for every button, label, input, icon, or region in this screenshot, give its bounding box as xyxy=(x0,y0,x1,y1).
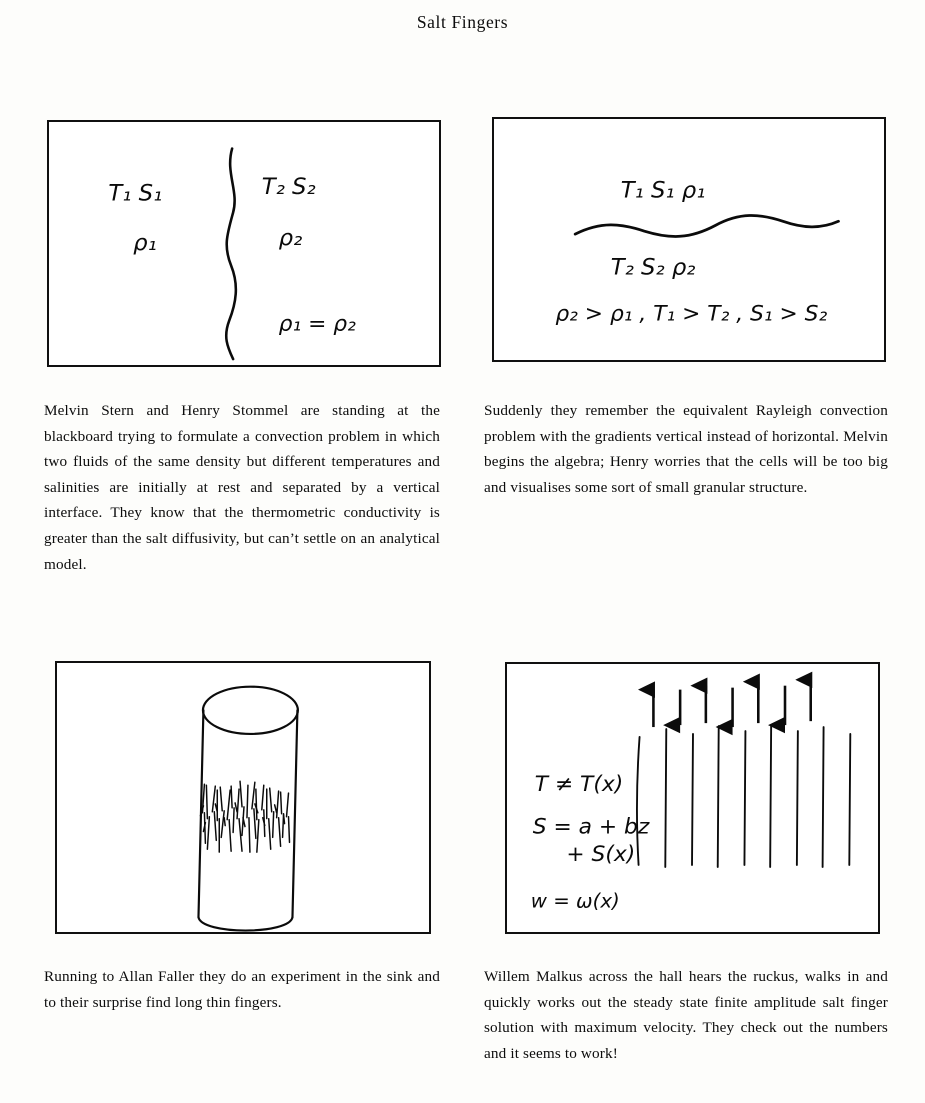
panel2-relations-label: ρ₂ > ρ₁ , T₁ > T₂ , S₁ > S₂ xyxy=(555,301,828,327)
velocity-arrows xyxy=(653,680,810,727)
page-title: Salt Fingers xyxy=(416,12,509,32)
panel1-relation-label: ρ₁ = ρ₂ xyxy=(278,311,356,337)
caption-1-text: Melvin Stern and Henry Stommel are standing at the blackboard trying to formulate a convection problem in which two fluids of the same density but different temperatures and salinities are initially at rest and separated by a vertical interface. They know that the thermometric conductivity is greater than the salt diffusivity, but can’t settle on an analytical model. xyxy=(44,402,440,573)
panel1-left-rho-label: ρ₁ xyxy=(133,229,157,256)
panel4-eq2: S = a + bz xyxy=(532,814,650,840)
horizontal-interface-line xyxy=(575,215,838,236)
panel-3-drawing xyxy=(57,663,429,932)
velocity-streamlines xyxy=(637,725,850,867)
figure-panel-4 xyxy=(505,662,880,934)
figure-panel-2 xyxy=(492,117,886,362)
caption-3 xyxy=(44,964,440,1015)
vertical-interface-line xyxy=(226,149,236,360)
caption-4-text: Willem Malkus across the hall hears the ruckus, walks in and quickly works out the steady state finite amplitude salt finger solution with maximum velocity. They check out the numbers and it seems to work! xyxy=(484,968,888,1062)
figure-panel-3 xyxy=(55,661,431,934)
panel-1-drawing xyxy=(49,122,439,365)
panel-4-drawing xyxy=(507,664,878,932)
panel2-upper-layer-label: T₁ S₁ ρ₁ xyxy=(620,177,706,204)
panel1-right-rho-label: ρ₂ xyxy=(278,225,303,251)
caption-3-text: Running to Allan Faller they do an experiment in the sink and to their surprise find long thin fingers. xyxy=(44,968,440,1011)
caption-2 xyxy=(484,398,888,500)
figure-panel-1 xyxy=(47,120,441,367)
panel-2-drawing xyxy=(494,119,884,360)
panel1-left-top-label: T₁ S₁ xyxy=(108,180,163,207)
panel4-eq1: T ≠ T(x) xyxy=(534,772,624,798)
panel2-lower-layer-label: T₂ S₂ ρ₂ xyxy=(610,254,696,281)
panel4-eq3: + S(x) xyxy=(566,842,636,868)
caption-2-text: Suddenly they remember the equivalent Rayleigh convection problem with the gradients vertical instead of horizontal. Melvin begins the algebra; Henry worries that the cells will be too big and visualises some sort of small granular structure. xyxy=(484,402,888,496)
panel1-right-top-label: T₂ S₂ xyxy=(261,173,316,200)
salt-fingers-band xyxy=(200,781,289,852)
caption-4 xyxy=(484,964,888,1066)
caption-1 xyxy=(44,398,440,577)
panel4-eq4: w = ω(x) xyxy=(530,889,620,913)
